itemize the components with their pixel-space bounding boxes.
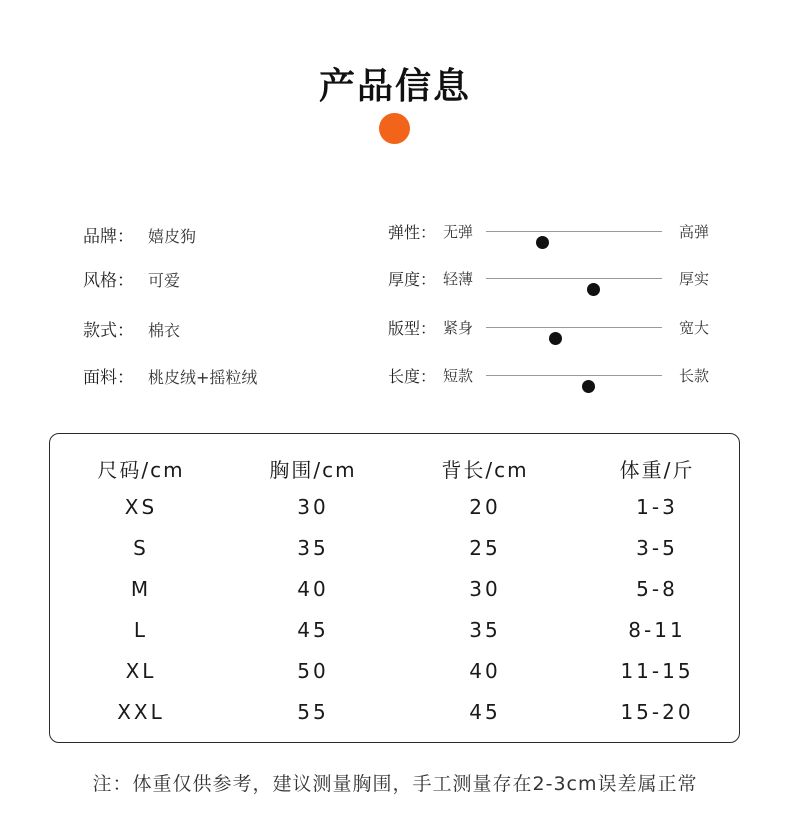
thickness-knob bbox=[587, 283, 600, 296]
type-value: 棉衣 bbox=[148, 321, 181, 340]
accent-dot bbox=[379, 113, 410, 144]
length-scale bbox=[388, 364, 728, 388]
table-cell: 5-8 bbox=[636, 577, 678, 601]
table-cell: 40 bbox=[469, 659, 501, 683]
elasticity-label: 弹性： bbox=[388, 223, 437, 242]
size-table bbox=[49, 433, 740, 743]
table-cell: 35 bbox=[297, 536, 329, 560]
elasticity-max-label: 高弹 bbox=[679, 223, 710, 241]
style-label: 风格： bbox=[83, 271, 134, 291]
length-min-label: 短款 bbox=[443, 367, 474, 385]
table-cell: 35 bbox=[469, 618, 501, 642]
length-max-label: 长款 bbox=[679, 367, 710, 385]
elasticity-scale bbox=[388, 220, 728, 244]
table-cell: XL bbox=[125, 659, 157, 683]
measurement-note: 注：体重仅供参考，建议测量胸围，手工测量存在2-3cm误差属正常 bbox=[92, 773, 698, 795]
length-knob bbox=[582, 380, 595, 393]
brand-label: 品牌： bbox=[83, 227, 134, 247]
style-value: 可爱 bbox=[148, 271, 181, 290]
table-cell: 15-20 bbox=[620, 700, 694, 724]
table-cell: 25 bbox=[469, 536, 501, 560]
type-label: 款式： bbox=[83, 321, 134, 341]
table-cell: 11-15 bbox=[620, 659, 694, 683]
table-cell: 30 bbox=[297, 495, 329, 519]
fabric-value: 桃皮绒+摇粒绒 bbox=[148, 368, 258, 387]
elasticity-track bbox=[486, 231, 662, 232]
table-header-weight: 体重/斤 bbox=[619, 458, 695, 482]
length-label: 长度： bbox=[388, 367, 437, 386]
fabric-label: 面料： bbox=[83, 368, 134, 388]
table-cell: 45 bbox=[469, 700, 501, 724]
table-header-back: 背长/cm bbox=[441, 458, 529, 482]
table-header-size: 尺码/cm bbox=[97, 458, 185, 482]
elasticity-min-label: 无弹 bbox=[443, 223, 474, 241]
table-header-chest: 胸围/cm bbox=[269, 458, 357, 482]
table-cell: XS bbox=[124, 495, 158, 519]
table-cell: 40 bbox=[297, 577, 329, 601]
thickness-track bbox=[486, 278, 662, 279]
table-cell: 3-5 bbox=[636, 536, 678, 560]
thickness-scale bbox=[388, 267, 728, 291]
table-cell: 1-3 bbox=[636, 495, 678, 519]
thickness-min-label: 轻薄 bbox=[443, 270, 474, 288]
table-cell: S bbox=[133, 536, 149, 560]
table-cell: XXL bbox=[117, 700, 165, 724]
table-cell: 55 bbox=[297, 700, 329, 724]
table-cell: 8-11 bbox=[628, 618, 686, 642]
table-cell: 50 bbox=[297, 659, 329, 683]
fit-min-label: 紧身 bbox=[443, 319, 474, 337]
thickness-max-label: 厚实 bbox=[679, 270, 710, 288]
length-track bbox=[486, 375, 662, 376]
page-title: 产品信息 bbox=[318, 66, 471, 107]
fit-scale bbox=[388, 316, 728, 340]
table-cell: M bbox=[130, 577, 152, 601]
fit-max-label: 宽大 bbox=[679, 319, 710, 337]
fit-label: 版型： bbox=[388, 319, 437, 338]
table-cell: 20 bbox=[469, 495, 501, 519]
thickness-label: 厚度： bbox=[388, 270, 437, 289]
fit-knob bbox=[549, 332, 562, 345]
fit-track bbox=[486, 327, 662, 328]
brand-value: 嬉皮狗 bbox=[148, 227, 197, 246]
table-cell: 45 bbox=[297, 618, 329, 642]
table-cell: L bbox=[133, 618, 149, 642]
elasticity-knob bbox=[536, 236, 549, 249]
table-cell: 30 bbox=[469, 577, 501, 601]
